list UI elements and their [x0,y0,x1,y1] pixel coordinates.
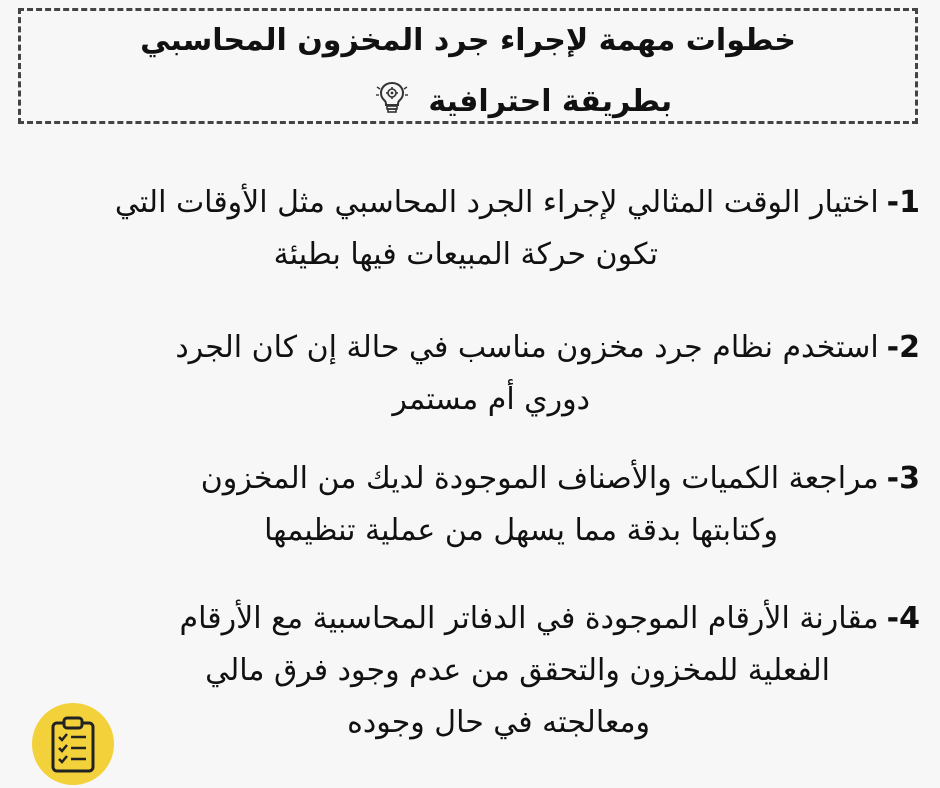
step-4-line-3: ومعالجته في حال وجوده [347,705,650,740]
title-box [18,8,918,124]
step-2-line-2: دوري أم مستمر [392,382,590,417]
step-4-text-1: مقارنة الأرقام الموجودة في الدفاتر المحاسبية مع الأرقام [179,601,879,636]
step-2-number: 2- [886,330,920,365]
title-line-1: خطوات مهمة لإجراء جرد المخزون المحاسبي [140,23,796,58]
step-3-number: 3- [886,461,920,496]
title-line-2-wrapper [131,79,915,126]
step-1-line-2: تكون حركة المبيعات فيها بطيئة [273,237,658,272]
step-2 [175,322,920,426]
step-2-text-1: استخدم نظام جرد مخزون مناسب في حالة إن كان الجرد [175,330,879,365]
step-4-line-1 [180,593,920,645]
step-1-number: 1- [886,185,920,220]
clipboard-checklist-icon [49,715,97,773]
step-3-line-1 [201,453,920,505]
title-line-2: بطريقة احترافية [428,84,673,119]
clipboard-badge [32,703,114,785]
step-3-line-2: وكتابتها بدقة مما يسهل من عملية تنظيمها [264,513,778,548]
step-4-line-2: الفعلية للمخزون والتحقق من عدم وجود فرق مالي [205,653,830,688]
step-4 [180,593,920,749]
step-2-line-1 [175,322,920,374]
step-1-text-1: اختيار الوقت المثالي لإجراء الجرد المحاسبي مثل الأوقات التي [114,185,879,220]
step-3 [201,453,920,557]
step-4-number: 4- [886,601,920,636]
lightbulb-gear-icon [374,79,410,126]
step-3-text-1: مراجعة الكميات والأصناف الموجودة لديك من المخزون [200,461,879,496]
step-1-line-1 [115,177,920,229]
step-1 [115,177,920,281]
